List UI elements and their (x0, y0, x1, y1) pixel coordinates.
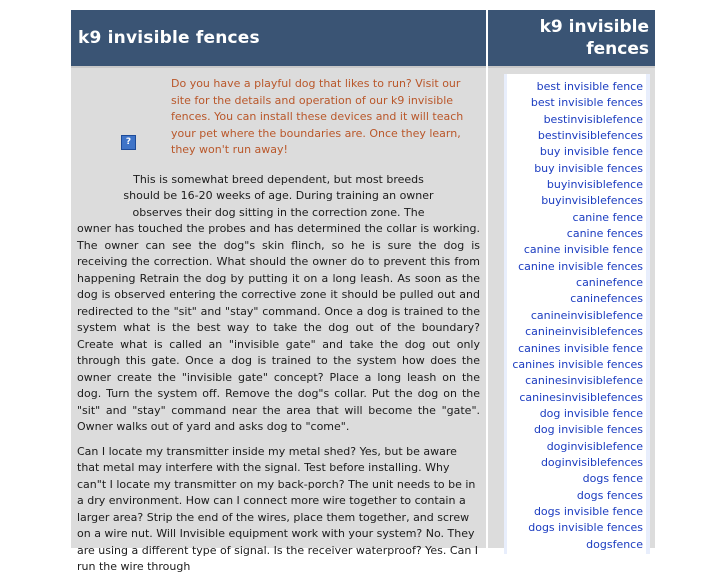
sidebar-header (488, 10, 655, 66)
sidebar-link[interactable]: caninefence (576, 276, 643, 290)
sidebar-link[interactable]: dog invisible fence (539, 406, 643, 420)
sidebar-link-list (504, 74, 650, 554)
sidebar (488, 10, 655, 551)
sidebar-link[interactable]: dogs fences (576, 488, 643, 502)
paragraph-1-line-2: should be 16-20 weeks of age. During training an owner (123, 189, 434, 202)
paragraph-1-line-3: observes their dog sitting in the correction zone. The (132, 205, 425, 219)
paragraph-1-rest: owner has touched the probes and has determined the collar is working. The owner can see the dog"s skin flinch, so he is sure the dog is receiving the correction. What should the owner do to prevent this from happening Retrain the dog by putting it on a long leash. As soon as the dog is observed entering the corrective zone it should be pulled out and redirected to the "sit" and "stay" command. Once a dog is trained to the system what is the best way to take the dog out of the boundary? Create what is called an "invisible gate" and take the dog out only through this gate. Once a dog is trained to the system how does the owner create the "invisible gate" concept? Place a long leash on the dog. Turn the system off. Remove the dog"s collar. Put the dog on the "sit" and "stay" command near the area that will become the "gate". Owner walks out of yard and asks dog to "come". (77, 222, 480, 433)
sidebar-link[interactable]: canineinvisiblefences (525, 325, 643, 339)
sidebar-link[interactable]: buyinvisiblefence (546, 178, 643, 192)
sidebar-link[interactable]: dogs invisible fences (528, 521, 643, 535)
sidebar-link[interactable]: bestinvisiblefence (543, 112, 643, 126)
sidebar-link[interactable]: best invisible fence (536, 80, 643, 93)
sidebar-link[interactable]: caninefences (570, 292, 643, 306)
paragraph-2: Can I locate my transmitter inside my metal shed? Yes, but be aware that metal may interfere with the signal. Test before installing. Why can"t I locate my transmitter on my back-porch? The unit needs to be in a dry environment. How can I connect more wire together to contain a larger area? Strip the end of the wires, place them together, and screw on a wire nut. Will Invisible equipment work with your system? No. They are using a different type of signal. Is the receiver waterproof? Yes. Can I run the wire through (77, 444, 479, 573)
sidebar-title-line-1: k9 invisible (539, 17, 649, 37)
paragraph-1-line-1: This is somewhat breed dependent, but most breeds (133, 172, 424, 186)
page-title: k9 invisible fences (78, 28, 260, 48)
paragraph-1 (77, 172, 480, 436)
main-column (71, 10, 486, 573)
sidebar-link[interactable]: caninesinvisiblefence (525, 374, 643, 388)
sidebar-link[interactable]: canines invisible fence (518, 341, 643, 355)
sidebar-link[interactable]: doginvisiblefences (540, 455, 643, 469)
sidebar-link[interactable]: best invisible fences (530, 96, 643, 110)
broken-image-icon: ? (121, 135, 136, 150)
sidebar-link[interactable]: bestinvisiblefences (537, 129, 643, 143)
sidebar-link[interactable]: buy invisible fence (539, 145, 643, 159)
sidebar-link[interactable]: dogs fence (582, 472, 643, 486)
main-content (71, 66, 486, 573)
sidebar-link[interactable]: canines invisible fences (512, 357, 643, 371)
sidebar-link[interactable]: buy invisible fences (534, 161, 643, 175)
sidebar-link[interactable]: canine fence (572, 210, 643, 224)
sidebar-link[interactable]: canine invisible fences (518, 259, 643, 273)
intro-paragraph: Do you have a playful dog that likes to run? Visit our site for the details and operation of our k9 invisible fences. You can install these devices and it will teach your pet where the boundaries are. Once they learn, they won't run away! (171, 77, 464, 156)
sidebar-link[interactable]: canine fences (566, 227, 643, 241)
sidebar-title-line-2: fences (586, 39, 649, 59)
sidebar-link[interactable]: buyinvisiblefences (541, 194, 643, 208)
sidebar-link[interactable]: caninesinvisiblefences (519, 390, 643, 404)
sidebar-link[interactable]: dog invisible fences (533, 423, 643, 437)
sidebar-link[interactable]: dogsfence (586, 537, 643, 551)
sidebar-link[interactable]: canine invisible fence (523, 243, 643, 257)
sidebar-body (488, 66, 655, 551)
sidebar-link[interactable]: dogs invisible fence (533, 504, 643, 518)
sidebar-link[interactable]: canineinvisiblefence (530, 308, 643, 322)
sidebar-link[interactable]: doginvisiblefence (546, 439, 643, 453)
main-header (71, 10, 486, 66)
image-placeholder (77, 76, 171, 160)
